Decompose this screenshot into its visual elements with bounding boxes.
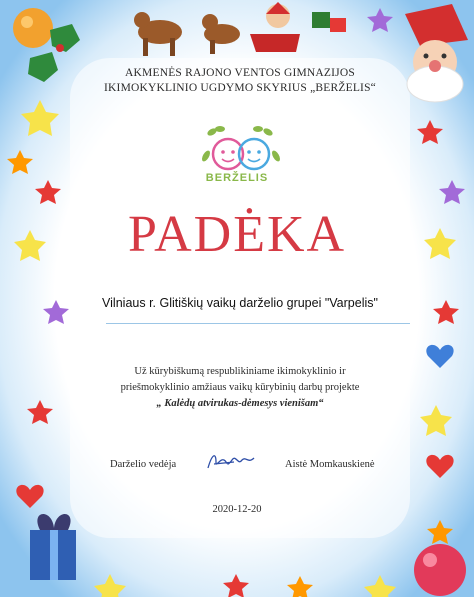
logo-text: BERŽELIS — [205, 172, 269, 184]
organization-department: IKIMOKYKLINIO UGDYMO SKYRIUS „BERŽELIS“ — [104, 82, 376, 94]
handwritten-signature — [204, 448, 260, 474]
description-line: priešmokyklinio amžiaus vaikų kūrybinių darbų projekte — [120, 382, 360, 393]
underline-divider — [106, 323, 410, 324]
organization-name: AKMENĖS RAJONO VENTOS GIMNAZIJOS — [125, 67, 355, 79]
issue-date: 2020-12-20 — [212, 504, 262, 515]
ornament-ball-icon — [13, 8, 53, 48]
recipient-name: Vilniaus r. Glitiškių vaikų darželio grupei "Varpelis" — [102, 296, 378, 310]
project-name: „ Kalėdų atvirukas-dėmesys vienišam“ — [156, 398, 324, 409]
signatory-name: Aistė Momkauskienė — [285, 459, 375, 470]
ornament-ball-icon — [414, 544, 466, 596]
description-line: Už kūrybiškumą respublikiniame ikimokyklinio ir — [134, 366, 346, 377]
page-title: PADĖKA — [127, 206, 347, 263]
signatory-role: Darželio vedėja — [110, 459, 177, 470]
